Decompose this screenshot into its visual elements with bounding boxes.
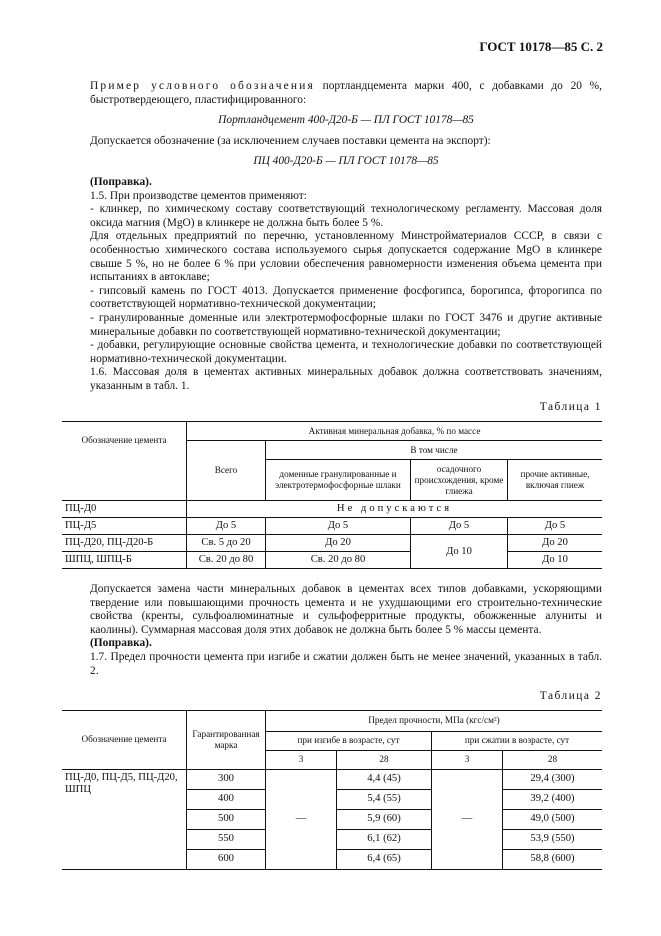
- list-item-clinker: - клинкер, по химическому составу соответствующий технологическому регламенту. Массовая доля оксида магния (MgO) в клинкере не должна быть более 5 %.: [90, 203, 602, 229]
- amendment-note-2: (Поправка).: [90, 637, 152, 650]
- table2: [62, 710, 602, 870]
- t2-r3-bend28: 6,1 (62): [337, 829, 432, 849]
- amendment-note-1: (Поправка).: [90, 175, 152, 188]
- t1-r1-slag: До 5: [266, 518, 411, 535]
- t1-h-slag: доменные гранулированные и электротермофосфорные шлаки: [266, 460, 411, 501]
- formula-full: Портландцемент 400-Д20-Б — ПЛ ГОСТ 10178—85: [218, 114, 474, 127]
- t2-r3-grade: 550: [187, 829, 266, 849]
- table1: [62, 421, 602, 569]
- clause-1-5: 1.5. При производстве цементов применяют:: [90, 189, 307, 202]
- t2-r0-comp28: 29,4 (300): [503, 769, 603, 789]
- t1-h-total: Всего: [187, 441, 266, 501]
- table-row: [62, 535, 602, 552]
- short-designation-paragraph: Допускается обозначение (за исключением случаев поставки цемента на экспорт):: [90, 134, 491, 147]
- t2-h-bend: при изгибе в возрасте, сут: [266, 731, 432, 750]
- t1-r1-sedim: До 5: [411, 518, 508, 535]
- t1-r3-other: До 10: [508, 552, 603, 569]
- t2-r1-grade: 400: [187, 789, 266, 809]
- t2-h-comp-3: 3: [432, 750, 503, 769]
- t1-h-sedimentary: осадочного происхождения, кроме глиежа: [411, 460, 508, 501]
- table1-caption: Таблица 1: [539, 401, 602, 414]
- t2-r1-comp28: 39,2 (400): [503, 789, 603, 809]
- clause-1-6: 1.6. Массовая доля в цементах активных минеральных добавок должна соответствовать значениям, указанным в табл. 1.: [90, 366, 602, 392]
- example-paragraph: [90, 80, 602, 107]
- list-item-slag: - гранулированные доменные или электротермофосфорные шлаки по ГОСТ 3476 и другие активные минеральные добавки по соответствующей нормативно-технической документации;: [90, 311, 602, 338]
- t1-h-including: В том числе: [266, 441, 603, 460]
- t2-r0-grade: 300: [187, 769, 266, 789]
- table-row: [62, 501, 602, 518]
- t2-h-comp-28: 28: [503, 750, 603, 769]
- t1-r3-slag: Св. 20 до 80: [266, 552, 411, 569]
- t2-h-designation: Обозначение цемента: [81, 734, 167, 745]
- t2-r4-bend28: 6,4 (65): [337, 849, 432, 869]
- table-row: [62, 552, 602, 569]
- t2-r2-bend28: 5,9 (60): [337, 809, 432, 829]
- clause-1-7: 1.7. Предел прочности цемента при изгибе и сжатии должен быть не менее значений, указанных в табл. 2.: [90, 651, 602, 677]
- table2-caption: Таблица 2: [539, 690, 602, 703]
- t2-r2-comp28: 49,0 (500): [503, 809, 603, 829]
- formula-short: ПЦ 400-Д20-Б — ПЛ ГОСТ 10178—85: [253, 155, 439, 168]
- page-header: ГОСТ 10178—85 С. 2: [479, 39, 603, 54]
- list-item-gypsum: - гипсовый камень по ГОСТ 4013. Допускается применение фосфогипса, борогипса, фторогипса по соответствующей нормативно-технической документации;: [90, 284, 602, 311]
- t1-r2-slag: До 20: [266, 535, 411, 552]
- example-label: Пример условного обозначения: [90, 80, 315, 92]
- t2-r3-comp28: 53,9 (550): [503, 829, 603, 849]
- t1-r3-name: ШПЦ, ШПЦ-Б: [65, 554, 132, 566]
- t2-h-bend-28: 28: [337, 750, 432, 769]
- t2-r4-comp28: 58,8 (600): [503, 849, 603, 869]
- t1-h-other: прочие активные, включая глиеж: [508, 460, 603, 501]
- example-text: портландцемента марки 400, с добавками до 20 %, быстротвердеющего, пластифицированного:: [90, 80, 602, 106]
- list-item-additives: - добавки, регулирующие основные свойства цемента, и технологические добавки по соответствующей нормативно-технической документации.: [90, 339, 602, 365]
- t2-r0-bend28: 4,4 (45): [337, 769, 432, 789]
- t1-r1-name: ПЦ-Д5: [65, 520, 97, 532]
- additives-paragraph: Допускается замена части минеральных добавок в цементах всех типов добавками, ускоряющими твердение или повышающими прочность цемента и не ухудшающими его строительно-технические свойства (кренты, сульфоалюминатные и сульфоферритные продукты, обожженные алуниты и каолины). Суммарная массовая доля этих добавок не должна быть более 5 % массы цемента.: [90, 583, 602, 636]
- table-row: [62, 769, 602, 789]
- t2-h-grade: Гарантированная марка: [187, 710, 266, 769]
- t1-r2-other: До 20: [508, 535, 603, 552]
- t1-r1-total: До 5: [187, 518, 266, 535]
- t2-comp3-dash: —: [432, 769, 503, 869]
- t1-r2-total: Св. 5 до 20: [187, 535, 266, 552]
- t2-h-comp: при сжатии в возрасте, сут: [432, 731, 603, 750]
- t1-h-active: Активная минеральная добавка, % по массе: [187, 422, 603, 441]
- t1-h-designation: Обозначение цемента: [62, 422, 187, 460]
- t2-bend3-dash: —: [266, 769, 337, 869]
- t2-h-strength: Предел прочности, МПа (кгс/см²): [266, 710, 603, 731]
- t1-r3-total: Св. 20 до 80: [187, 552, 266, 569]
- t2-r2-grade: 500: [187, 809, 266, 829]
- t2-group-name: ПЦ-Д0, ПЦ-Д5, ПЦ-Д20, ШПЦ: [65, 771, 178, 795]
- table-row: [62, 518, 602, 535]
- t1-r2-name: ПЦ-Д20, ПЦ-Д20-Б: [65, 537, 154, 549]
- t1-r0-name: ПЦ-Д0: [65, 503, 97, 515]
- t2-h-bend-3: 3: [266, 750, 337, 769]
- t1-r0-merged: Не допускаются: [187, 501, 603, 518]
- t1-r1-other: До 5: [508, 518, 603, 535]
- t2-r1-bend28: 5,4 (55): [337, 789, 432, 809]
- t2-r4-grade: 600: [187, 849, 266, 869]
- list-item-mgo: Для отдельных предприятий по перечню, установленному Минстройматериалов СССР, в связи с особенностью химического состава используемого сырья допускается содержание MgO в клинкере свыше 5 %, но не более 6 % при условии обеспечения равномерности изменения объема цемента при испытаниях в автоклаве;: [90, 230, 602, 284]
- t1-r2-sedim: До 10: [411, 535, 508, 569]
- document-body: [65, 80, 602, 870]
